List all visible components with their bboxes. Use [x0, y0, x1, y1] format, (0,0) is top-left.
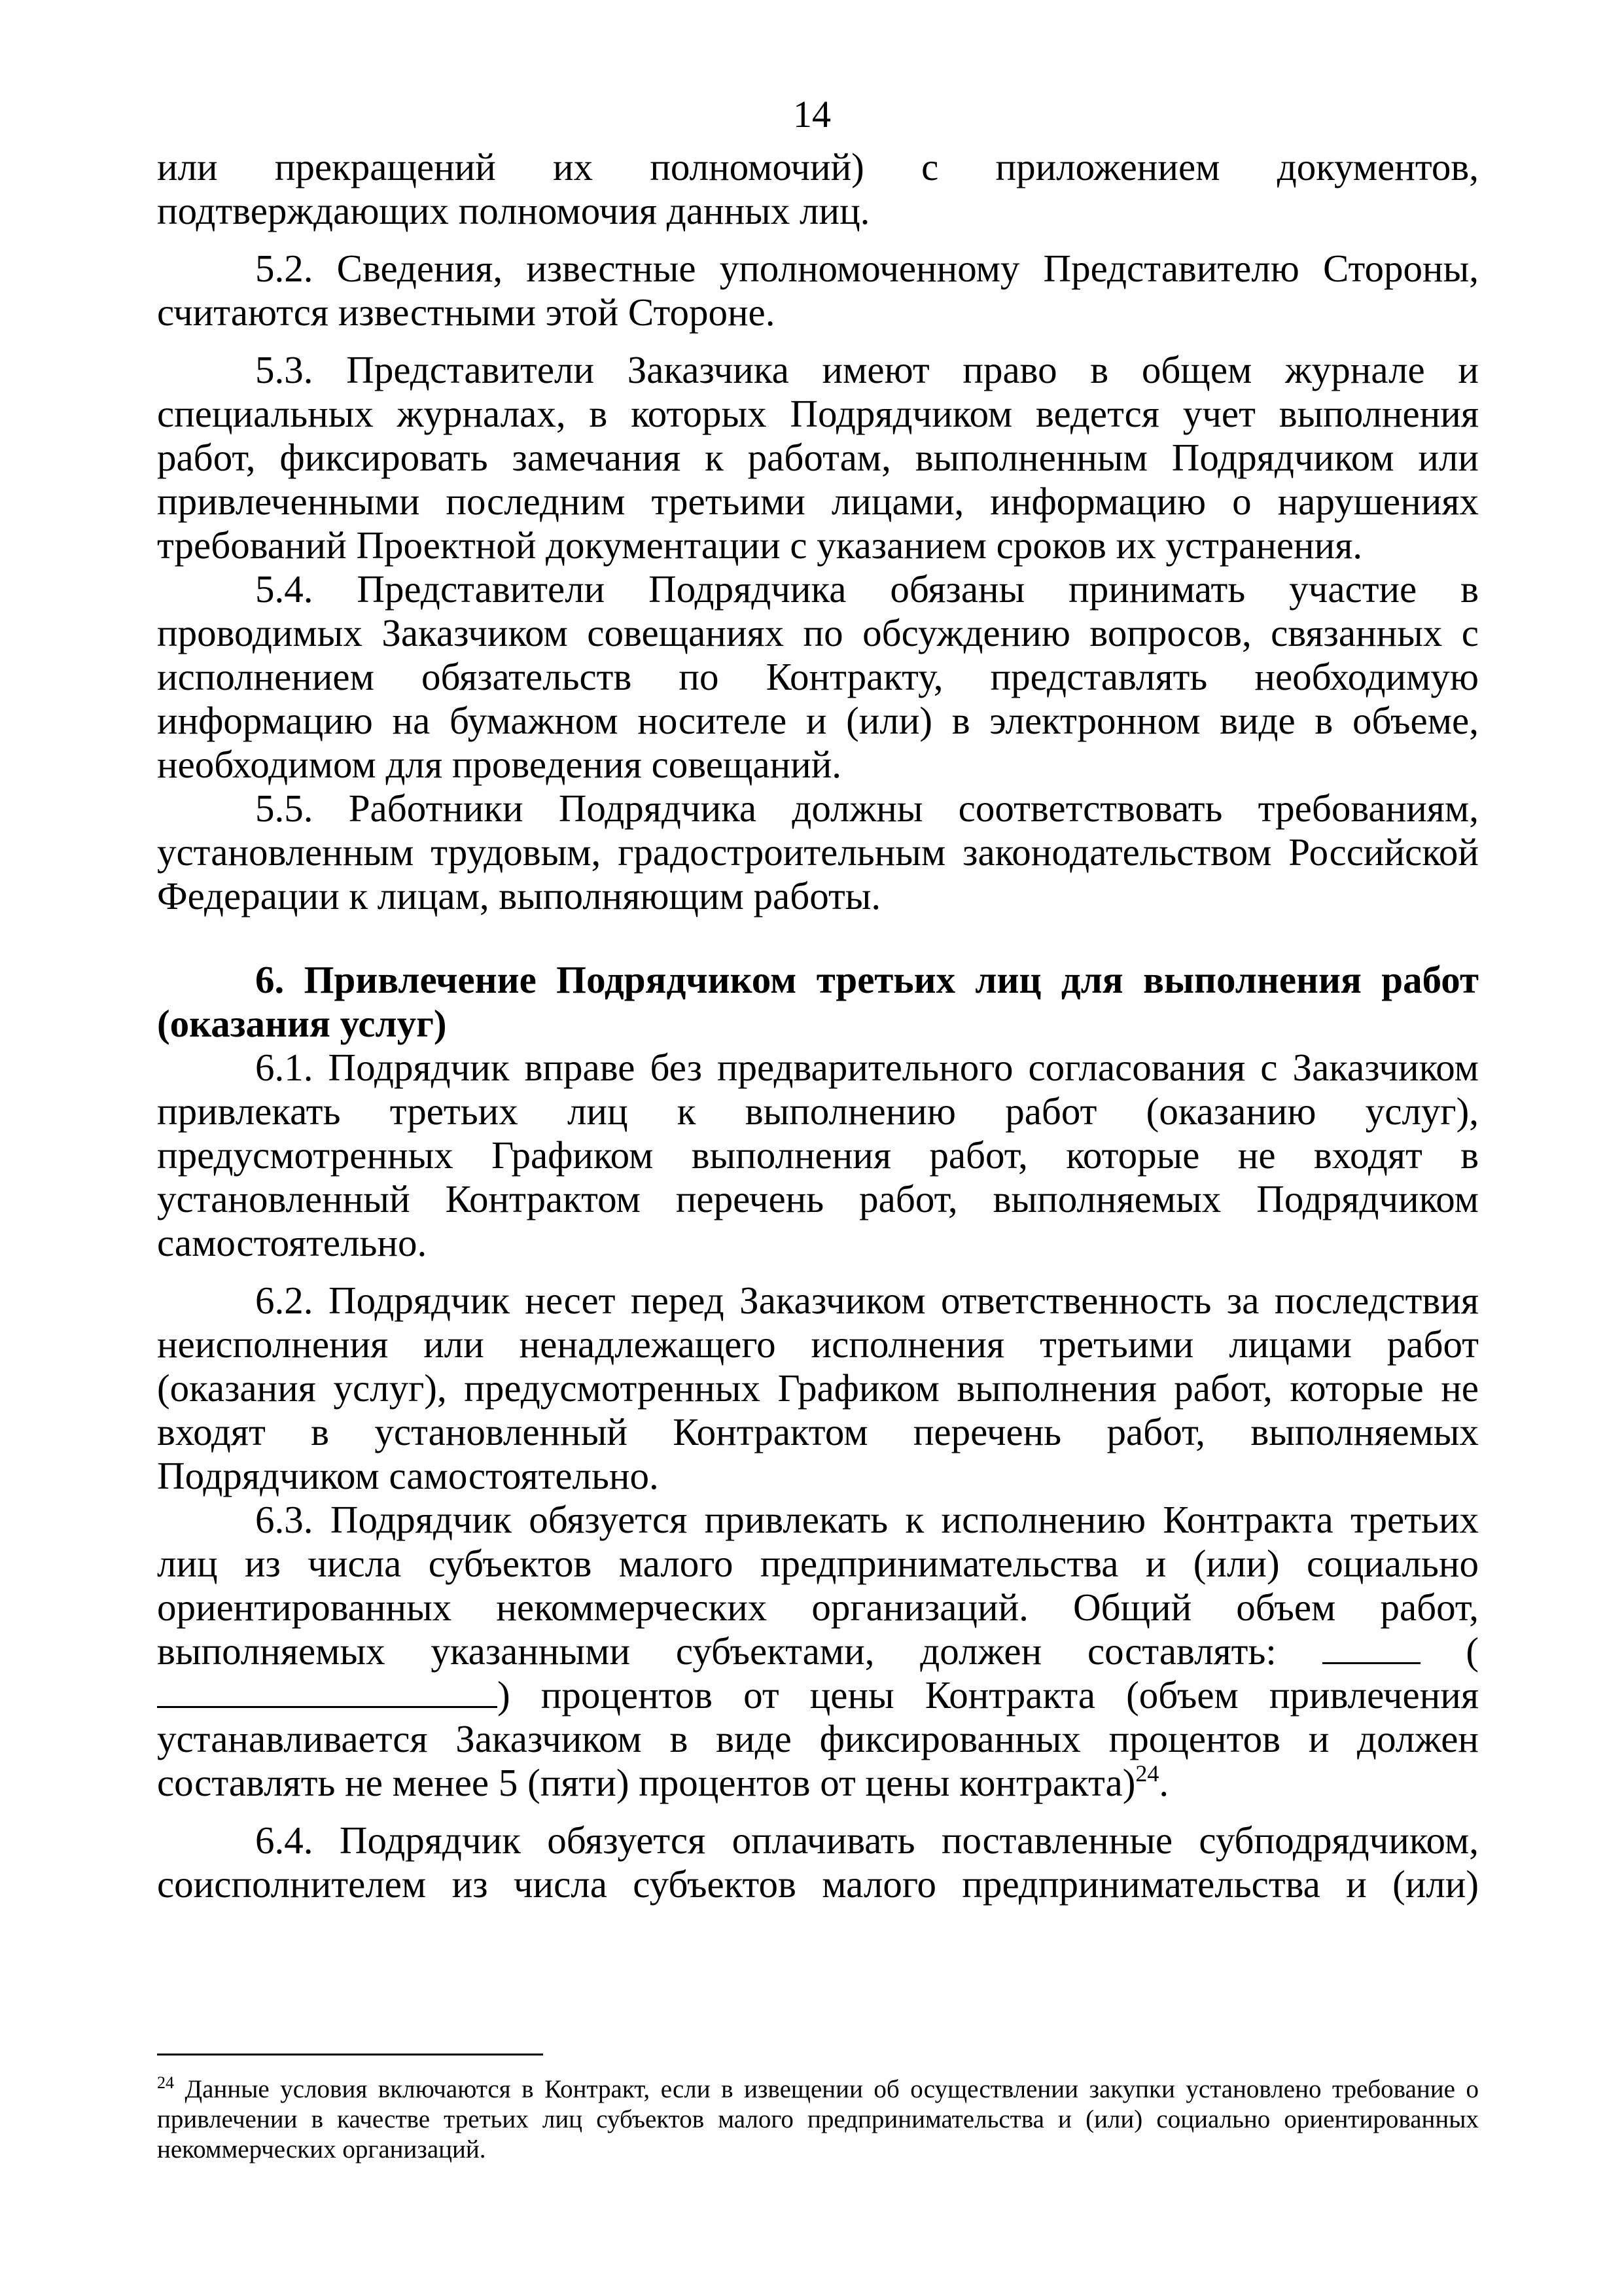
footnote-reference: 24: [1135, 1760, 1159, 1787]
blank-field-amount-words: [157, 1706, 497, 1708]
clause-5-3: 5.3. Представители Заказчика имеют право в общем журнале и специальных журналах, в которых Подрядчиком ведется учет выполнения работ, фиксировать замечания к работам, выполненным Подрядчиком или привлеченными последним третьими лицами, информацию о нарушениях требований Проектной документации с указанием сроков их устранения.: [157, 348, 1479, 567]
clause-6-3-text: 6.3. Подрядчик обязуется привлекать к исполнению Контракта третьих лиц из числа субъектов малого предпринимательства и (или) социально ориентированных некоммерческих организаций. Общий объем работ, выполняемых указанными субъектами, должен составлять:: [157, 1498, 1479, 1673]
blank-field-amount: [1322, 1662, 1421, 1664]
clause-6-4: 6.4. Подрядчик обязуется оплачивать поставленные субподрядчиком, соисполнителем из числа субъектов малого предпринимательства и (или): [157, 1819, 1479, 1906]
clause-6-3-text-cont: ) процентов от цены Контракта (объем привлечения устанавливается Заказчиком в виде фиксированных процентов и должен составлять не менее 5 (пяти) процентов от цены контракта): [157, 1673, 1479, 1804]
clause-5-2: 5.2. Сведения, известные уполномоченному Представителю Стороны, считаются известными этой Стороне.: [157, 247, 1479, 334]
continuation-paragraph: или прекращений их полномочий) с приложением документов, подтверждающих полномочия данных лиц.: [157, 145, 1479, 232]
clause-6-2: 6.2. Подрядчик несет перед Заказчиком ответственность за последствия неисполнения или ненадлежащего исполнения третьими лицами работ (оказания услуг), предусмотренных Графиком выполнения работ, которые не входят в установленный Контрактом перечень работ, выполняемых Подрядчиком самостоятельно.: [157, 1279, 1479, 1497]
section-6-heading: 6. Привлечение Подрядчиком третьих лиц для выполнения работ (оказания услуг): [157, 958, 1479, 1045]
clause-6-3-end: .: [1159, 1761, 1169, 1804]
page-number: 14: [793, 93, 831, 135]
page-body: [157, 145, 1479, 1906]
footnote-separator: [157, 2054, 543, 2055]
clause-6-3-open-paren: (: [1466, 1629, 1479, 1673]
clause-5-4: 5.4. Представители Подрядчика обязаны принимать участие в проводимых Заказчиком совещаниях по обсуждению вопросов, связанных с исполнением обязательств по Контракту, представлять необходимую информацию на бумажном носителе и (или) в электронном виде в объеме, необходимом для проведения совещаний.: [157, 567, 1479, 786]
footnote-number: 24: [157, 2073, 174, 2092]
clause-6-3: [157, 1498, 1479, 1805]
clause-5-5: 5.5. Работники Подрядчика должны соответствовать требованиям, установленным трудовым, градостроительным законодательством Российской Федерации к лицам, выполняющим работы.: [157, 787, 1479, 917]
footnote: [157, 2074, 1479, 2165]
clause-6-1: 6.1. Подрядчик вправе без предварительного согласования с Заказчиком привлекать третьих лиц к выполнению работ (оказанию услуг), предусмотренных Графиком выполнения работ, которые не входят в установленный Контрактом перечень работ, выполняемых Подрядчиком самостоятельно.: [157, 1046, 1479, 1264]
footnote-text: Данные условия включаются в Контракт, если в извещении об осуществлении закупки установлено требование о привлечении в качестве третьих лиц субъектов малого предпринимательства и (или) социально ориентированных некоммерческих организаций.: [157, 2075, 1479, 2163]
